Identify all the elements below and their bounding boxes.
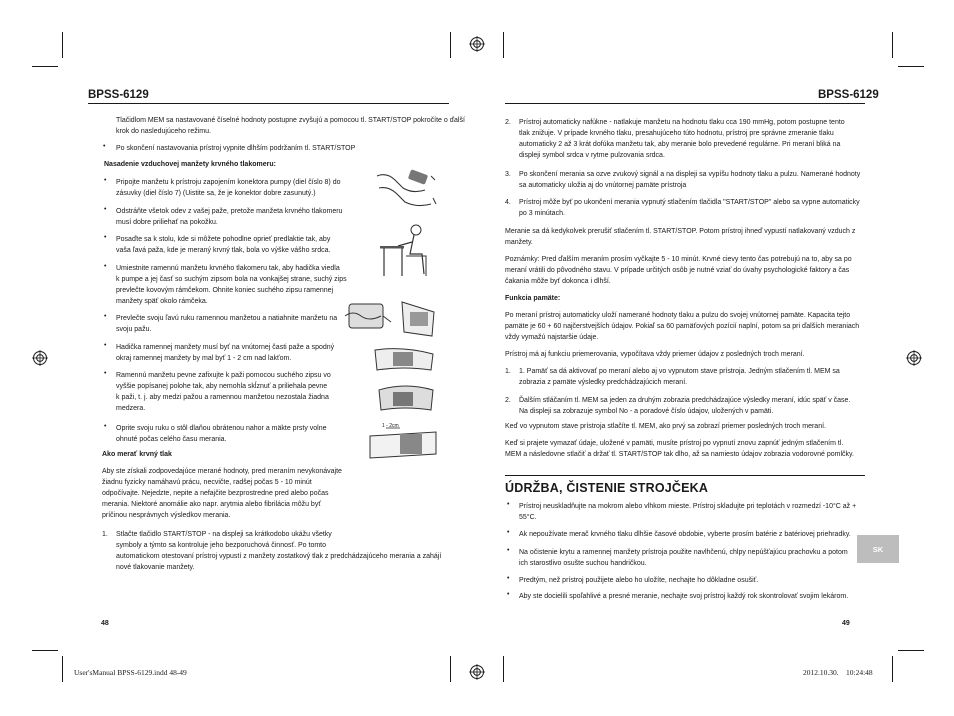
- cuff-item-line: ohnuté počas celého času merania.: [116, 436, 227, 443]
- cuff-item-line: Pripojte manžetu k prístroju zapojením konektora pumpy (diel číslo 8) do: [116, 179, 341, 186]
- cuff-item-line: Odstráňte všetok odev z vašej paže, pretože manžeta krvného tlakomeru: [116, 208, 343, 215]
- step-line: po 3 minútach.: [519, 210, 565, 217]
- step-line: zobrazia z pamäte výsledky predchádzajúcich meraní.: [519, 379, 688, 386]
- cuff-item-line: k pumpe a jej časť so suchým zipsom bola na vonkajšej strane, suchý zips: [116, 276, 347, 283]
- registration-mark-icon: [906, 350, 922, 366]
- language-tab: SK: [857, 535, 899, 563]
- crop-mark: [32, 650, 58, 651]
- page-number-right: 49: [842, 620, 850, 627]
- bullet: •: [507, 575, 510, 582]
- crop-mark: [450, 32, 451, 58]
- bullet: •: [104, 263, 107, 270]
- para-clear-line: Keď si prajete vymazať údaje, uložené v pamäti, musíte prístroj po vypnutí znovu zapnúť jedným stlačením tl.: [505, 440, 844, 447]
- intro-line: krok do nasledujúceho režimu.: [116, 128, 211, 135]
- crop-mark: [450, 656, 451, 682]
- maint-line: Na očistenie krytu a ramennej manžety prístroja použite navlhčenú, chlpy nepúšťajúcu prachovku a potom: [519, 549, 848, 556]
- registration-mark-icon: [469, 36, 485, 52]
- bullet: •: [104, 234, 107, 241]
- page-number-left: 48: [101, 620, 109, 627]
- step-line: automaticky 2 až 3 krát dofúka manžetu tak, aby meranie bolo prevedené regulárne. Pri meraní bliká na: [519, 141, 841, 148]
- para-clear-line: MEM a následovne stlačiť a držať tl. START/STOP tak dlho, až sa namiesto údajov zobrazia vodorovné pomlčky.: [505, 451, 854, 458]
- bullet: •: [104, 313, 107, 320]
- maint-line: Prístroj neuskladňujte na mokrom alebo vlhkom mieste. Prístroj skladujte pri teplotách v rozmedzí -10°C až +: [519, 503, 857, 510]
- elbow-distance-illustration: [366, 420, 440, 466]
- arm-cuff-illustration: [396, 296, 440, 340]
- cuff-position-illustration: [373, 340, 437, 380]
- footer-date: 2012.10.30.: [803, 668, 839, 677]
- crop-mark: [898, 66, 924, 67]
- cuff-wrap-illustration: [343, 296, 393, 338]
- step-line: Na displeji sa zobrazuje symbol No - a poradové číslo údajov, uložených v pamäti.: [519, 408, 774, 415]
- seated-person-illustration: [376, 222, 436, 280]
- cuff-item-line: Umiestnite ramennú manžetu krvného tlakomeru tak, aby hadička viedla: [116, 265, 340, 272]
- right-header-rule: [505, 103, 865, 104]
- cuff-item-line: Oprite svoju ruku o stôl dlaňou obrátenou nahor a mäkte prsty volne: [116, 425, 327, 432]
- step-line: nové tlakovanie manžety.: [116, 564, 195, 571]
- step-number: 1.: [505, 368, 511, 375]
- step-number: 2.: [505, 119, 511, 126]
- crop-mark: [62, 656, 63, 682]
- step-line: tlak znižuje. V prípade krvného tlaku, presahujúceho túto hodnotu, prístroj pre správne zmeranie tlaku: [519, 130, 834, 137]
- cuff-item-line: prevlečte kovovým rámčekom. Ohnite koniec suchého zipsu ramennej: [116, 287, 334, 294]
- bullet: •: [507, 501, 510, 508]
- maint-line: Ak nepoužívate merač krvného tlaku dlhšie časové obdobie, vyberte prosím batérie z batériovej priehradky.: [519, 531, 851, 538]
- section-rule: [505, 475, 865, 476]
- crop-mark: [503, 32, 504, 58]
- measure-para-line: príčinou nesprávnych výsledkov merania.: [102, 512, 231, 519]
- step-line: 1. Pamäť sa dá aktivovať po meraní alebo aj vo vypnutom stave prístroja. Jedným stlačením tl. MEM sa: [519, 368, 840, 375]
- step-number: 4.: [505, 199, 511, 206]
- measure-para-line: odpočívajte. Nejedzte, nepite a nefajčite bezprostredne pred alebo počas: [102, 490, 329, 497]
- maint-line: ich starostlivo osušte suchou handričkou.: [519, 560, 647, 567]
- measure-heading: Ako merať krvný tlak: [102, 451, 172, 458]
- bullet: •: [507, 591, 510, 598]
- cuff-item-line: svoju pažu.: [116, 326, 152, 333]
- step-line: Prístroj automaticky nafúkne - natlakuje manžetu na hodnotu tlaku cca 190 mmHg, potom postupne tento: [519, 119, 845, 126]
- cuff-item-line: okraj ramennej manžety by mal byť 1 - 2 cm nad lakťom.: [116, 355, 292, 362]
- para-off: Keď vo vypnutom stave prístroja stlačíte tl. MEM, ako prvý sa zobrazí priemer posledných troch meraní.: [505, 423, 826, 430]
- step-line: automatickom otestovaní prístroj vypustí z manžety zostatkový tlak z predchádzajúceho merania a zahájí: [116, 553, 442, 560]
- cuff-item-line: Ramennú manžetu pevne zafixujte k paži pomocou suchého zipsu vo: [116, 372, 331, 379]
- crop-mark: [892, 656, 893, 682]
- para-memory-line: pamäte je 60 + 60 najčerstvejších údajov. Pokiaľ sa 60 pamäťových pozícií naplní, potom sa pri ďalších meraniach: [505, 323, 860, 330]
- bullet: •: [104, 206, 107, 213]
- cuff-heading: Nasadenie vzduchovej manžety krvného tlakomeru:: [104, 161, 276, 168]
- intro-line: Tlačidlom MEM sa nastavované číselné hodnoty postupne zvyšujú a pomocou tl. START/STOP pokročíte o ďalší: [116, 117, 465, 124]
- crop-mark: [32, 66, 58, 67]
- para-note-line: čakania môže byť dokonca i dlhší.: [505, 278, 611, 285]
- step-number: 1.: [102, 531, 108, 538]
- footer-file: User'sManual BPSS-6129.indd 48-49: [74, 668, 187, 677]
- bullet: •: [507, 529, 510, 536]
- measure-para-line: Aby ste získali zodpovedajúce merané hodnoty, pred meraním nevykonávajte: [102, 468, 342, 475]
- para-interrupt-line: manžety.: [505, 239, 533, 246]
- step-line: sa automaticky uložia aj do vnútornej pamäte prístroja: [519, 182, 687, 189]
- footer-time: 10:24:48: [846, 668, 873, 677]
- crop-mark: [62, 32, 63, 58]
- para-note-line: Poznámky: Pred ďalším meraním prosím vyčkajte 5 - 10 minút. Krvné cievy tento čas potrebujú na to, aby sa po: [505, 256, 852, 263]
- step-line: Stlačte tlačidlo START/STOP - na displeji sa krátkodobo ukážu všetky: [116, 531, 332, 538]
- para-average: Prístroj má aj funkciu priemerovania, vypočítava vždy priemer údajov z posledných troch meraní.: [505, 351, 805, 358]
- cuff-item-line: Posaďte sa k stolu, kde si môžete pohodlne oprieť predlaktie tak, aby: [116, 236, 331, 243]
- measure-para-line: žiadnu fyzicky namáhavú prácu, necvičte, radšej počas 5 - 10 minút: [102, 479, 312, 486]
- step-number: 2.: [505, 397, 511, 404]
- cuff-item-line: manžety späť okolo rámčeka.: [116, 298, 208, 305]
- bullet: •: [104, 423, 107, 430]
- para-note-line: meraní vrátili do pôvodného stavu. V prípade určitých osôb je nutné vziať do úvahy psychologické faktory a čas: [505, 267, 850, 274]
- para-interrupt-line: Meranie sa dá kedykolvek prerušiť stlačením tl. START/STOP. Potom prístroj ihneď vypustí natlakovaný vzduch z: [505, 228, 856, 235]
- cuff-item-line: vyššie popísanej polohe tak, aby nemohla skĺznuť a priliehala pevne: [116, 383, 328, 390]
- step-line: Ďalším stláčaním tl. MEM sa jeden za druhým zobrazia predchádzajúce výsledky meraní, idúc späť v čase.: [519, 397, 851, 404]
- crop-mark: [892, 32, 893, 58]
- maint-line: Aby ste docielili spoľahlivé a presné meranie, nechajte svoj prístroj každý rok skontrolovať svojim lekárom.: [519, 593, 849, 600]
- crop-mark: [503, 656, 504, 682]
- bullet: •: [104, 370, 107, 377]
- bullet: •: [103, 143, 106, 150]
- registration-mark-icon: [32, 350, 48, 366]
- para-memory-line: vždy vymažú najstaršie údaje.: [505, 334, 599, 341]
- bullet: •: [104, 342, 107, 349]
- connector-illustration: [373, 168, 437, 212]
- maint-line: 55°C.: [519, 514, 537, 521]
- maint-line: Predtým, než prístroj použijete alebo ho uložíte, nechajte ho dôkladne osušiť.: [519, 577, 759, 584]
- left-header-rule: [88, 103, 449, 104]
- right-header-model: BPSS-6129: [818, 89, 879, 101]
- step-line: Prístroj môže byť po ukončení merania vypnutý stlačením tlačidla "START/STOP" alebo sa vypne automaticky: [519, 199, 860, 206]
- elbow-distance-label: 1 - 2cm: [382, 423, 399, 429]
- cuff-item-line: Hadička ramennej manžety musí byť na vnútornej časti paže a spodný: [116, 344, 335, 351]
- step-line: Po skončení merania sa ozve zvukový signál a na displeji sa vypíšu hodnoty tlaku a pulzu. Namerané hodnoty: [519, 171, 861, 178]
- bullet-power-text: Po skončení nastavovania prístroj vypnite dlhším podržaním tl. START/STOP: [116, 145, 356, 152]
- left-header-model: BPSS-6129: [88, 89, 149, 101]
- cuff-item-line: zásuvky (diel číslo 7) (Uistite sa, že je konektor dobre zasunutý.): [116, 190, 316, 197]
- bullet: •: [104, 177, 107, 184]
- cuff-item-line: k paži, t. j. aby medzi pažou a ramennou manžetou nezostala žiadna: [116, 394, 329, 401]
- section-title: ÚDRŽBA, ČISTENIE STROJČEKA: [505, 481, 709, 495]
- arm-fix-illustration: [375, 378, 437, 418]
- cuff-item-line: Prevlečte svoju ľavú ruku ramennou manžetou a natiahnite manžetu na: [116, 315, 338, 322]
- para-memory-line: Po meraní prístroj automaticky uloží namerané hodnoty tlaku a pulzu do svojej vnútornej pamäte. Kapacita tejto: [505, 312, 851, 319]
- crop-mark: [898, 650, 924, 651]
- memory-heading: Funkcia pamäte:: [505, 295, 561, 302]
- step-number: 3.: [505, 171, 511, 178]
- registration-mark-icon: [469, 664, 485, 680]
- step-line: symboly a týmto sa kontroluje jeho bezporuchová činnosť. Po tomto: [116, 542, 327, 549]
- cuff-item-line: medzera.: [116, 405, 146, 412]
- bullet: •: [507, 547, 510, 554]
- step-line: displeji symbol srdca v rytme pulzovania srdca.: [519, 152, 665, 159]
- cuff-item-line: vaša ľavá paža, kde je meraný krvný tlak, bola vo výške vášho srdca.: [116, 247, 331, 254]
- cuff-item-line: musí dobre priliehať na pokožku.: [116, 219, 218, 226]
- measure-para-line: merania. Niektoré anomálie ako napr. arytmia alebo fibrilácia môžu byť: [102, 501, 321, 508]
